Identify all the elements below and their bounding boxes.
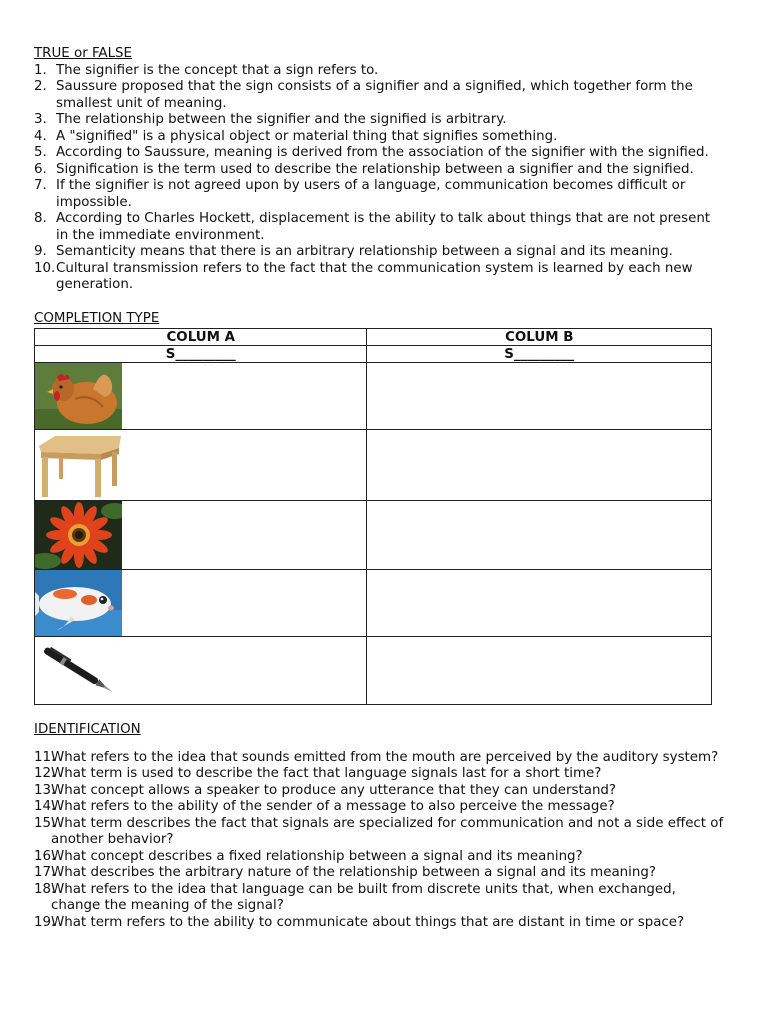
true-false-list [34, 63, 724, 294]
column-b-cell [367, 430, 712, 501]
table-row [35, 570, 712, 637]
item-text: What term describes the fact that signals are specialized for communication and not a side effect of another behavior? [51, 815, 724, 847]
item-number: 16. [34, 848, 56, 864]
completion-heading: COMPLETION TYPE [34, 310, 160, 326]
identification-list [34, 750, 724, 932]
item-number: 9. [34, 244, 47, 259]
item-text: A "signified" is a physical object or material thing that signifies something. [56, 128, 558, 144]
true-false-heading: TRUE or FALSE [34, 46, 133, 61]
item-number: 13. [34, 782, 56, 798]
item-text: What concept describes a fixed relationship between a signal and its meaning? [51, 848, 583, 864]
item-text: What refers to the idea that sounds emitted from the mouth are perceived by the auditory system? [51, 749, 719, 765]
item-number: 14. [34, 799, 56, 814]
item-number: 17. [34, 865, 56, 880]
worksheet-page [34, 46, 724, 931]
item-text: What term is used to describe the fact that language signals last for a short time? [51, 766, 602, 781]
item-number: 5. [34, 145, 47, 160]
item-number: 1. [34, 62, 47, 78]
table-row [35, 637, 712, 705]
column-a-header: COLUM A [35, 329, 367, 346]
column-a-cell [35, 570, 367, 637]
item-text: What describes the arbitrary nature of the relationship between a signal and its meaning? [51, 865, 656, 880]
table-row [35, 363, 712, 430]
list-item [34, 244, 724, 261]
list-item [34, 211, 724, 244]
item-number: 6. [34, 161, 47, 177]
list-item [34, 178, 724, 211]
column-b-cell [367, 501, 712, 570]
item-number: 15. [34, 815, 56, 831]
item-text: If the signifier is not agreed upon by users of a language, communication becomes difficult or impossible. [56, 178, 686, 210]
list-item [34, 799, 724, 816]
list-item [34, 145, 724, 162]
list-item [34, 129, 724, 146]
chicken-image [35, 363, 122, 429]
table-row [35, 430, 712, 501]
item-number: 3. [34, 112, 47, 127]
list-item [34, 162, 724, 179]
item-number: 2. [34, 79, 47, 94]
table-image [35, 430, 122, 500]
item-text: What refers to the ability of the sender of a message to also perceive the message? [51, 799, 615, 814]
table-row [35, 501, 712, 570]
list-item [34, 849, 724, 866]
list-item [34, 865, 724, 882]
completion-table [34, 328, 712, 705]
column-a-cell [35, 637, 367, 705]
list-item [34, 915, 724, 932]
item-number: 12. [34, 766, 56, 781]
item-number: 19. [34, 914, 56, 930]
item-text: According to Saussure, meaning is derived from the association of the signifier with the signified. [56, 145, 709, 160]
column-a-cell [35, 363, 367, 430]
column-b-cell [367, 570, 712, 637]
item-number: 11. [34, 749, 56, 765]
column-a-cell [35, 430, 367, 501]
column-b-cell [367, 637, 712, 705]
item-text: Signification is the term used to describe the relationship between a signifier and the signified. [56, 161, 694, 177]
identification-heading: IDENTIFICATION [34, 722, 141, 737]
item-text: The relationship between the signifier and the signified is arbitrary. [56, 112, 507, 127]
column-b-header: COLUM B [367, 329, 712, 346]
list-item [34, 816, 724, 849]
list-item [34, 783, 724, 800]
column-b-subheader: S_________ [367, 346, 712, 363]
list-item [34, 750, 724, 767]
item-number: 18. [34, 881, 56, 897]
list-item [34, 882, 724, 915]
list-item [34, 79, 724, 112]
list-item [34, 63, 724, 80]
fish-image [35, 570, 122, 636]
pen-image [35, 637, 122, 704]
item-text: What term refers to the ability to communicate about things that are distant in time or space? [51, 914, 685, 930]
item-text: What concept allows a speaker to produce any utterance that they can understand? [51, 782, 617, 798]
column-b-cell [367, 363, 712, 430]
list-item [34, 261, 724, 294]
list-item [34, 766, 724, 783]
item-text: Saussure proposed that the sign consists of a signifier and a signified, which together form the smallest unit of meaning. [56, 79, 693, 111]
item-number: 7. [34, 178, 47, 193]
item-number: 8. [34, 211, 47, 226]
item-text: Cultural transmission refers to the fact that the communication system is learned by each new generation. [56, 260, 693, 292]
item-number: 10. [34, 260, 56, 276]
list-item [34, 112, 724, 129]
item-text: What refers to the idea that language can be built from discrete units that, when exchanged, change the meaning of the signal? [51, 881, 676, 913]
flower-image [35, 501, 122, 569]
item-text: The signifier is the concept that a sign refers to. [56, 62, 379, 78]
item-text: Semanticity means that there is an arbitrary relationship between a signal and its meaning. [56, 244, 673, 259]
column-a-cell [35, 501, 367, 570]
item-text: According to Charles Hockett, displacement is the ability to talk about things that are not present in the immediate environment. [56, 211, 711, 243]
column-a-subheader: S_________ [35, 346, 367, 363]
item-number: 4. [34, 128, 47, 144]
